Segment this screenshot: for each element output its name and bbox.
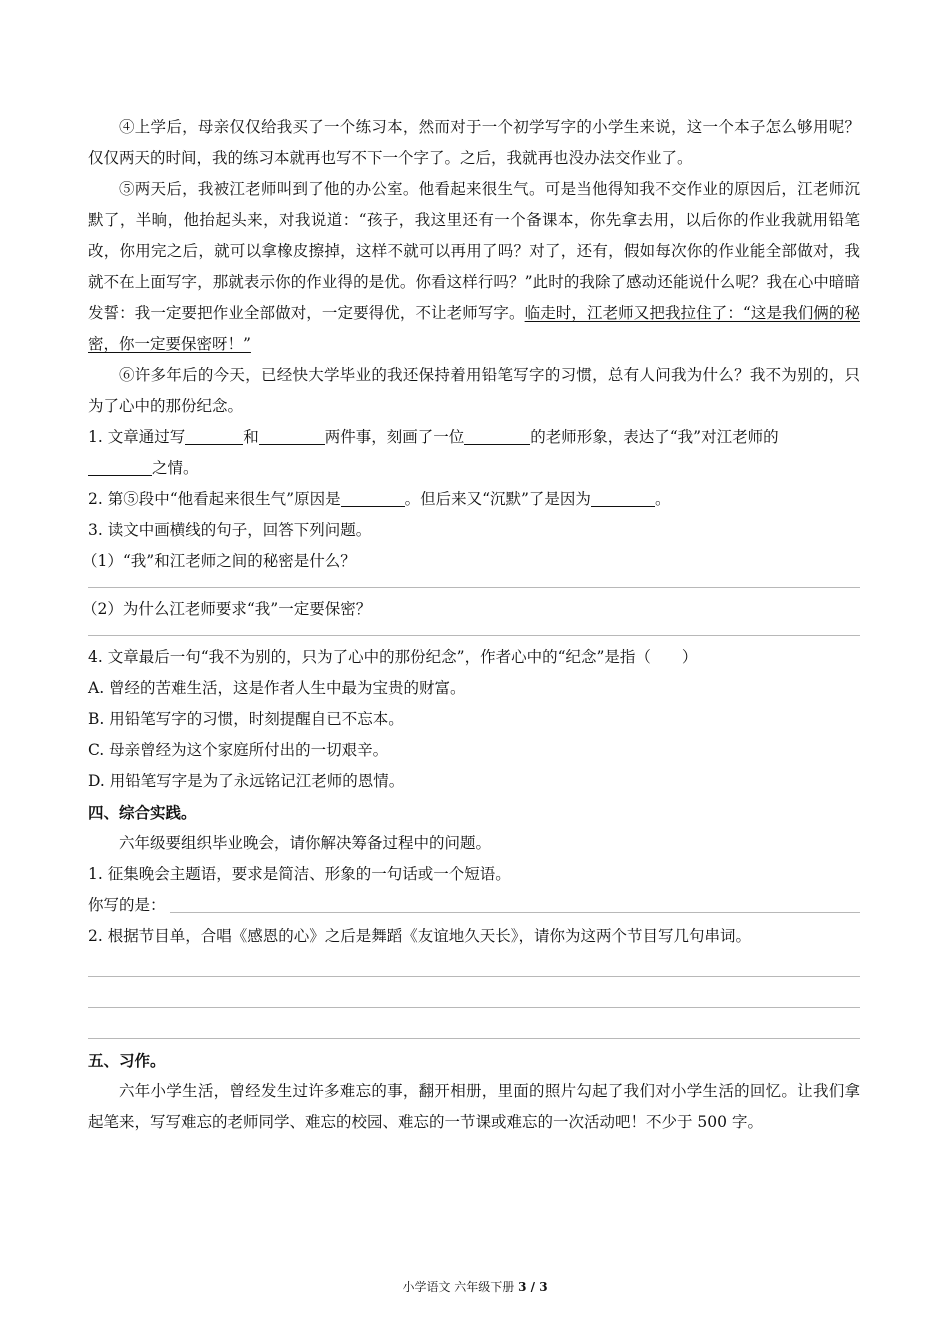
answer-blank[interactable] [259,426,325,445]
question-2: 2. 第⑤段中“他看起来很生气”原因是 。但后来又“沉默”了是因为 。 [88,490,671,508]
page-footer [0,1278,950,1295]
question-3: 3. 读文中画横线的句子，回答下列问题。 [88,521,372,539]
section-5-title: 五、习作。 [88,1051,166,1070]
answer-blank[interactable] [591,488,655,507]
question-3-2: （2）为什么江老师要求“我”一定要保密？ [82,600,372,618]
theme-answer-row [88,890,860,921]
answer-line[interactable] [88,1038,860,1039]
section-4-question-2: 2. 根据节目单，合唱《感恩的心》之后是舞蹈《友谊地久天长》，请你为这两个节目写几句串词。 [88,927,751,945]
answer-blank[interactable] [88,457,152,476]
section-4-intro: 六年级要组织毕业晚会，请你解决筹备过程中的问题。 [119,834,492,852]
answer-line[interactable] [88,635,860,636]
footer-label: 小学语文 六年级下册 [402,1280,515,1294]
theme-answer-line[interactable] [170,912,860,913]
answer-blank[interactable] [341,488,405,507]
section-4-question-1: 1. 征集晚会主题语，要求是简洁、形象的一句话或一个短语。 [88,865,511,883]
option-b[interactable]: B. 用铅笔写字的习惯，时刻提醒自已不忘本。 [88,710,404,728]
answer-line[interactable] [88,976,860,977]
document-body [82,112,860,1138]
question-3-1: （1）“我”和江老师之间的秘密是什么？ [82,552,356,570]
paragraph-6: ⑥许多年后的今天，已经快大学毕业的我还保持着用铅笔写字的习惯，总有人问我为什么？我不为别的，只为了心中的那份纪念。 [88,366,860,415]
answer-blank[interactable] [185,426,243,445]
paragraph-5 [88,174,860,360]
question-1: 1. 文章通过写 和 两件事，刻画了一位 的老师形象，表达了“我”对江老师的 [88,428,779,446]
underlined-sentence: 临走时，江老师又把我拉住了：“这是我们俩的秘密，你一定要保密呀！” [88,304,860,353]
question-4: 4. 文章最后一句“我不为别的，只为了心中的那份纪念”，作者心中的“纪念”是指（ ） [88,648,698,666]
answer-label: 你写的是： [88,896,166,914]
answer-line[interactable] [88,587,860,588]
answer-line[interactable] [88,1007,860,1008]
section-4-title: 四、综合实践。 [88,803,197,822]
question-1-continued: 之情。 [88,453,860,484]
answer-blank[interactable] [464,426,530,445]
option-c[interactable]: C. 母亲曾经为这个家庭所付出的一切艰辛。 [88,741,389,759]
option-d[interactable]: D. 用铅笔写字是为了永远铭记江老师的恩情。 [88,772,405,790]
option-a[interactable]: A. 曾经的苦难生活，这是作者人生中最为宝贵的财富。 [88,679,466,697]
page-number: 3 / 3 [518,1280,548,1294]
paragraph-4: ④上学后，母亲仅仅给我买了一个练习本，然而对于一个初学写字的小学生来说，这一个本子怎么够用呢？仅仅两天的时间，我的练习本就再也写不下一个字了。之后，我就再也没办法交作业了。 [88,118,860,167]
section-5-text: 六年小学生活，曾经发生过许多难忘的事，翻开相册，里面的照片勾起了我们对小学生活的回忆。让我们拿起笔来，写写难忘的老师同学、难忘的校园、难忘的一节课或难忘的一次活动吧！不少于 500 字。 [88,1082,860,1131]
paragraph-5-text: ⑤两天后，我被江老师叫到了他的办公室。他看起来很生气。可是当他得知我不交作业的原因后，江老师沉默了，半晌，他抬起头来，对我说道：“孩子，我这里还有一个备课本，你先拿去用，以后你的作业我就用铅笔改，你用完之后，就可以拿橡皮擦掉，这样不就可以再用了吗？对了，还有，假如每次你的作业能全部做对，我就不在上面写字，那就表示你的作业得的是优。你看这样行吗？”此时的我除了感动还能说什么呢？我在心中暗暗发誓：我一定要把作业全部做对，一定要得优，不让老师写字。 [88,180,860,322]
